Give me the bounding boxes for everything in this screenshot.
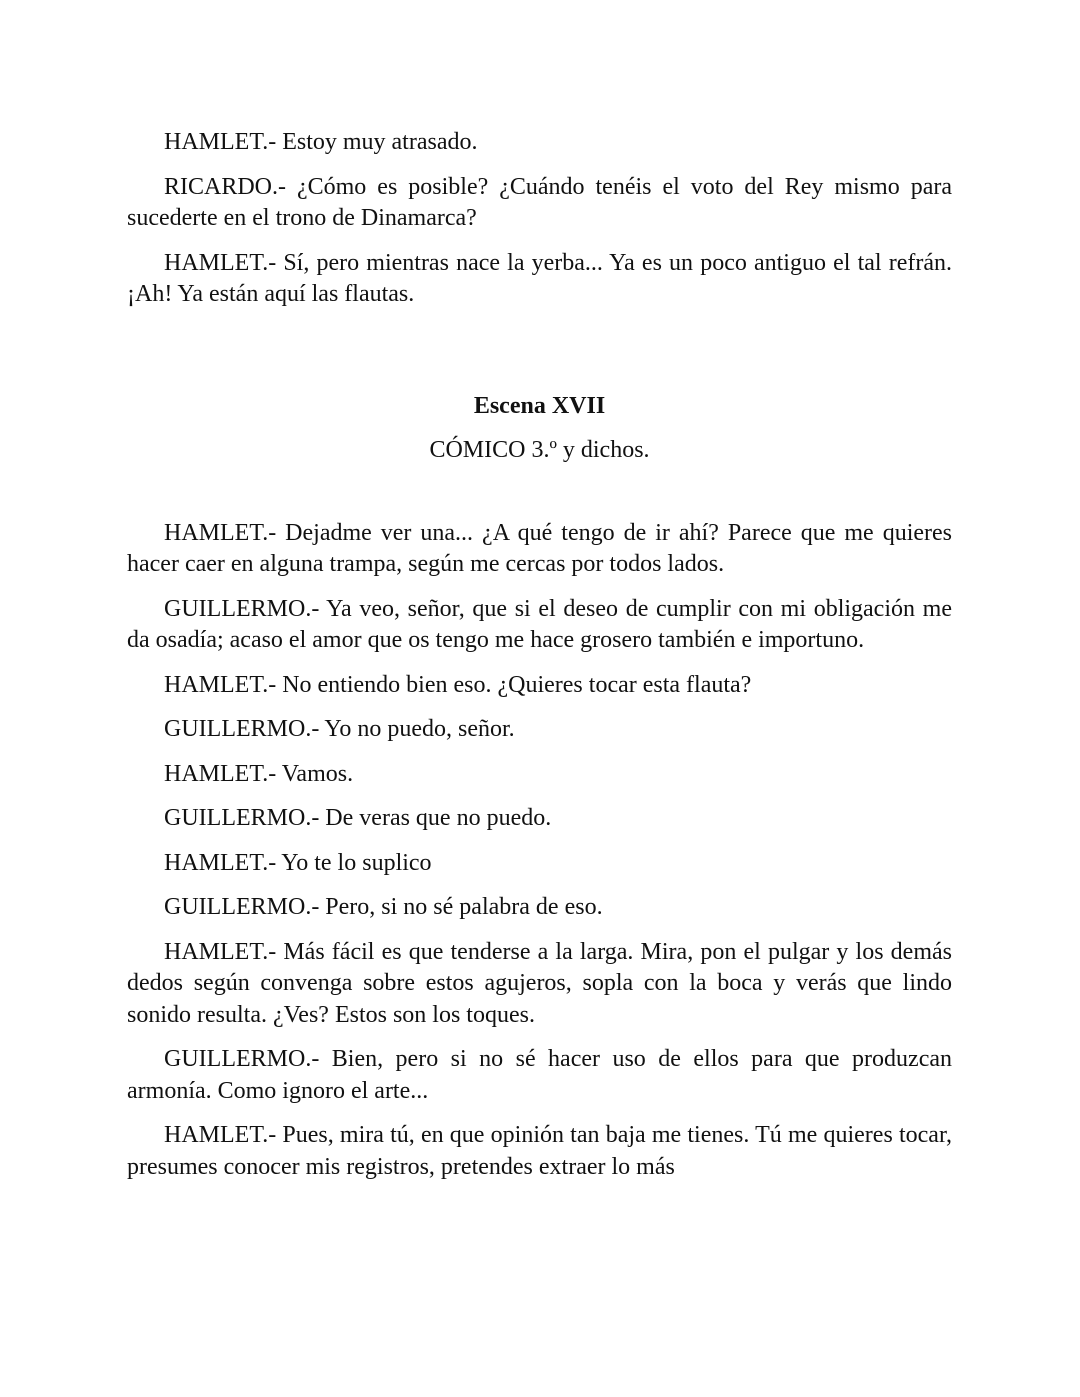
dialogue-paragraph: GUILLERMO.- Bien, pero si no sé hacer uso de ellos para que produzcan armonía. Como ignoro el arte...	[127, 1046, 952, 1104]
dialogue-paragraph: GUILLERMO.- Ya veo, señor, que si el deseo de cumplir con mi obligación me da osadía; acaso el amor que os tengo me hace grosero también e importuno.	[127, 595, 952, 653]
scene-title: Escena XVII	[473, 392, 606, 419]
scene-characters: CÓMICO 3.º y dichos.	[429, 436, 650, 463]
dialogue-paragraph: HAMLET.- Sí, pero mientras nace la yerba... Ya es un poco antiguo el tal refrán. ¡Ah! Ya están aquí las flautas.	[127, 249, 952, 307]
document-page	[127, 127, 952, 1196]
dialogue-paragraph: GUILLERMO.- De veras que no puedo.	[164, 805, 552, 831]
dialogue-paragraph: HAMLET.- Yo te lo suplico	[164, 849, 432, 876]
dialogue-paragraph: HAMLET.- Estoy muy atrasado.	[164, 129, 478, 155]
dialogue-paragraph: HAMLET.- Pues, mira tú, en que opinión tan baja me tienes. Tú me quieres tocar, presumes conocer mis registros, pretendes extraer lo más	[127, 1122, 952, 1180]
dialogue-paragraph: GUILLERMO.- Yo no puedo, señor.	[164, 716, 515, 742]
dialogue-paragraph: GUILLERMO.- Pero, si no sé palabra de eso.	[164, 894, 603, 920]
dialogue-paragraph: HAMLET.- Dejadme ver una... ¿A qué tengo de ir ahí? Parece que me quieres hacer caer en alguna trampa, según me cercas por todos lados.	[127, 519, 952, 577]
dialogue-paragraph: HAMLET.- Vamos.	[164, 760, 354, 787]
dialogue-paragraph: HAMLET.- No entiendo bien eso. ¿Quieres tocar esta flauta?	[164, 671, 752, 698]
dialogue-paragraph: RICARDO.- ¿Cómo es posible? ¿Cuándo tenéis el voto del Rey mismo para sucederte en el trono de Dinamarca?	[127, 173, 952, 231]
dialogue-paragraph: HAMLET.- Más fácil es que tenderse a la larga. Mira, pon el pulgar y los demás dedos según convenga sobre estos agujeros, sopla con la boca y verás que lindo sonido resulta. ¿Ves? Estos son los toques.	[127, 938, 952, 1028]
scene-heading	[127, 391, 952, 466]
